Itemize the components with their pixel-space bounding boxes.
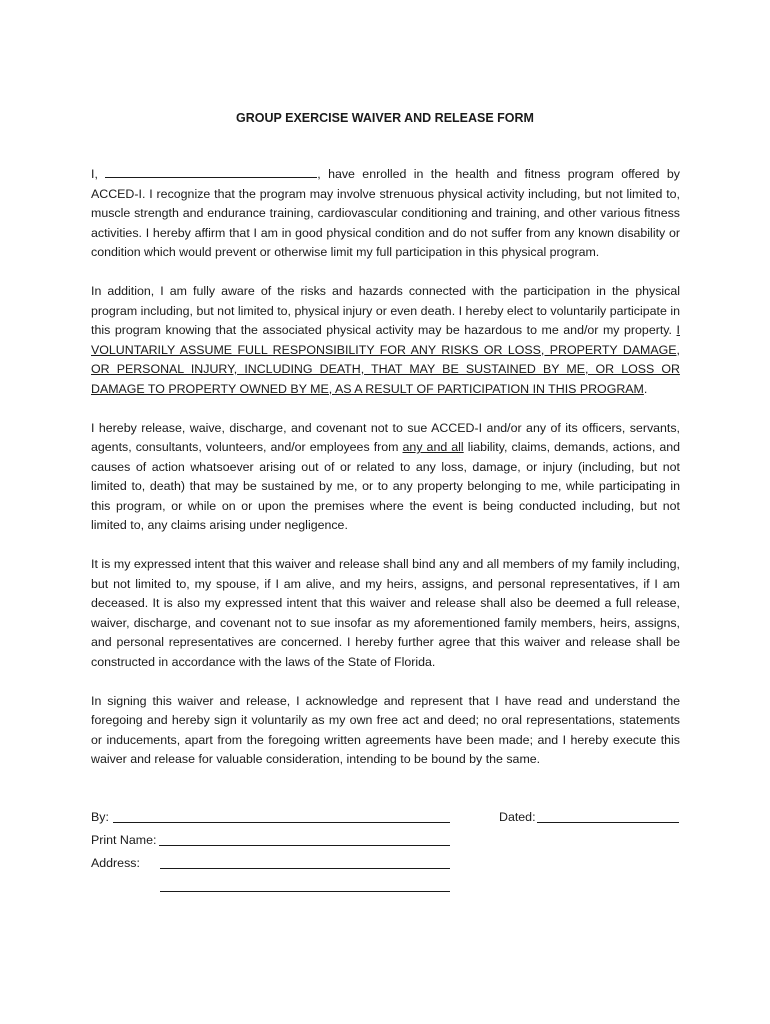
paragraph-family-binding: It is my expressed intent that this waiver and release shall bind any and all members of my family including, but not limited to, my spouse, if I am alive, and my heirs, assigns, and personal representatives, if I am deceased. It is also my expressed intent that this waiver and release shall also be deemed a full release, waiver, discharge, and covenant not to sue insofar as my aforementioned family members, heirs, assigns, and personal representatives are concerned. I hereby further agree that this waiver and release shall be constructed in accordance with the laws of the State of Florida. [91,557,680,669]
form-title: GROUP EXERCISE WAIVER AND RELEASE FORM [236,111,534,125]
form-body [91,164,680,789]
release-text-start: I hereby release, waive, discharge, and covenant not to sue ACCED-I and/or any of its officers, servants, agents, consultants, volunteers, and/or employees from [91,420,680,454]
risk-end: . [643,381,648,396]
paragraph-risk-awareness [91,282,680,399]
risk-text: In addition, I am fully aware of the risks and hazards connected with the participation in the physical program including, but not limited to, physical injury or even death. I hereby elect to voluntarily participate in this program knowing that the associated physical activity may be hazardous to me and/or my property. [91,284,680,337]
release-emphasis: any and all [402,440,464,454]
participant-name-field[interactable] [105,164,317,178]
date-field[interactable] [537,822,679,823]
release-text-end: liability, claims, demands, actions, and causes of action whatsoever arising out of or related to any loss, damage, or injury (including, but not limited to, death) that may be sustained by me, or to any property belonging to me, while participating in this program, or while on or upon the premises where the event is being conducted including, but not limited to, any claims arising under negligence. [91,440,680,532]
enrollment-intro: I, [91,167,98,181]
risk-assumption-clause: I VOLUNTARILY ASSUME FULL RESPONSIBILITY FOR ANY RISKS OR LOSS, PROPERTY DAMAGE, OR PERSONAL INJURY, INCLUDING DEATH, THAT MAY BE SUSTAINED BY ME, OR LOSS OR DAMAGE TO PROPERTY OWNED BY ME, AS A RESULT OF PARTICIPATION IN THIS PROGRAM [91,323,680,396]
paragraph-release [91,419,680,536]
dated-label: Dated: [499,810,536,824]
paragraph-acknowledgement: In signing this waiver and release, I acknowledge and represent that I have read and understand the foregoing and hereby sign it voluntarily as my own free act and deed; no oral representations, statements or inducements, apart from the foregoing written agreements have been made; and I hereby execute this waiver and release for valuable consideration, intending to be bound by the same. [91,693,680,766]
print-name-label: Print Name: [91,833,157,847]
signature-field[interactable] [113,822,450,823]
paragraph-enrollment [91,164,680,263]
by-label: By: [91,810,109,824]
address-label: Address: [91,856,140,870]
print-name-field[interactable] [159,845,450,846]
address-field-line-2[interactable] [160,891,450,892]
address-field-line-1[interactable] [160,868,450,869]
enrollment-text: , have enrolled in the health and fitness program offered by ACCED-I. I recognize that the program may involve strenuous physical activity including, but not limited to, muscle strength and endurance training, cardiovascular conditioning and training, and other various fitness activities. I hereby affirm that I am in good physical condition and do not suffer from any known disability or condition which would prevent or otherwise limit my full participation in this physical program. [91,167,680,259]
